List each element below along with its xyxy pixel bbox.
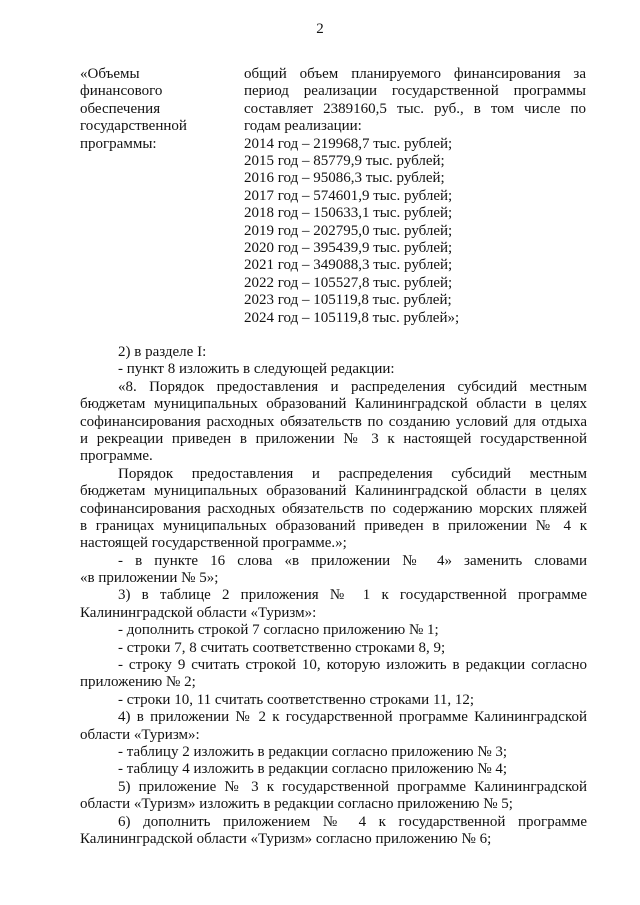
passport-label-line: государственной <box>80 118 187 135</box>
text-line: - строки 10, 11 считать соответственно строками 11, 12; <box>118 691 475 708</box>
funding-year-line: 2015 год – 85779,9 тыс. рублей; <box>244 153 445 170</box>
funding-year-line: 2019 год – 202795,0 тыс. рублей; <box>244 222 453 239</box>
passport-value-line: общий объем планируемого финансирования за <box>244 66 586 82</box>
funding-year-line: 2024 год – 105119,8 тыс. рублей»; <box>244 309 460 326</box>
text-line: «8. Порядок предоставления и распределения субсидий местным <box>118 378 587 395</box>
text-line: - в пункте 16 слова «в приложении № 4» заменить словами <box>118 552 587 569</box>
text-line: софинансирования расходных обязательств по содержанию морских пляжей <box>80 500 587 517</box>
funding-year-line: 2020 год – 395439,9 тыс. рублей; <box>244 240 453 257</box>
text-line: софинансирования расходных обязательств по созданию условий для отдыха <box>80 413 587 430</box>
passport-label-line: обеспечения <box>80 100 161 117</box>
text-line: - таблицу 2 изложить в редакции согласно приложению № 3; <box>118 743 508 760</box>
text-line: - дополнить строкой 7 согласно приложению № 1; <box>118 622 439 639</box>
text-line: - таблицу 4 изложить в редакции согласно приложению № 4; <box>118 761 508 778</box>
text-line: бюджетам муниципальных образований Калининградской области в целях <box>80 483 587 500</box>
text-line: настоящей государственной программе.»; <box>80 535 347 552</box>
text-line: - пункт 8 изложить в следующей редакции: <box>118 361 395 378</box>
text-line: 4) в приложении № 2 к государственной программе Калининградской <box>118 709 587 726</box>
text-line: 6) дополнить приложением № 4 к государственной программе <box>118 813 587 830</box>
text-line: программе. <box>80 448 153 465</box>
text-line: Калининградской области «Туризм» согласно приложению № 6; <box>80 830 492 847</box>
page-number: 2 <box>316 21 324 37</box>
text-line: 2) в разделе I: <box>118 344 207 360</box>
passport-label <box>80 66 230 153</box>
funding-year-line: 2021 год – 349088,3 тыс. рублей; <box>244 257 453 274</box>
text-line: Калининградской области «Туризм»: <box>80 604 317 621</box>
text-line: и рекреации приведен в приложении № 3 к настоящей государственной <box>80 430 587 447</box>
passport-value-line: период реализации государственной программы <box>244 83 586 100</box>
text-line: приложению № 2; <box>80 674 196 691</box>
text-line: Порядок предоставления и распределения субсидий местным <box>118 465 587 482</box>
text-line: области «Туризм»: <box>80 726 200 743</box>
passport-value-line: составляет 2389160,5 тыс. руб., в том числе по <box>244 100 586 117</box>
funding-year-line: 2023 год – 105119,8 тыс. рублей; <box>244 292 452 309</box>
passport-label-line: «Объемы <box>80 66 140 82</box>
funding-year-line: 2018 год – 150633,1 тыс. рублей; <box>244 205 453 222</box>
funding-year-line: 2016 год – 95086,3 тыс. рублей; <box>244 170 445 187</box>
text-line: области «Туризм» изложить в редакции согласно приложению № 5; <box>80 796 513 813</box>
passport-value-line: годам реализации: <box>244 118 362 135</box>
text-line: «в приложении № 5»; <box>80 570 219 587</box>
text-line: - строку 9 считать строкой 10, которую изложить в редакции согласно <box>118 657 587 674</box>
text-line: 5) приложение № 3 к государственной программе Калининградской <box>118 778 587 795</box>
text-line: 3) в таблице 2 приложения № 1 к государственной программе <box>118 587 587 604</box>
amendments-text <box>80 344 587 848</box>
funding-year-line: 2022 год – 105527,8 тыс. рублей; <box>244 274 453 291</box>
text-line: бюджетам муниципальных образований Калининградской области в целях <box>80 396 587 413</box>
text-line: в границах муниципальных образований приведен в приложении № 4 к <box>80 517 587 534</box>
funding-year-line: 2017 год – 574601,9 тыс. рублей; <box>244 187 453 204</box>
funding-year-line: 2014 год – 219968,7 тыс. рублей; <box>244 135 453 152</box>
text-line: - строки 7, 8 считать соответственно строками 8, 9; <box>118 639 446 656</box>
passport-value <box>244 66 586 327</box>
passport-label-line: программы: <box>80 135 157 152</box>
passport-label-line: финансового <box>80 83 163 100</box>
